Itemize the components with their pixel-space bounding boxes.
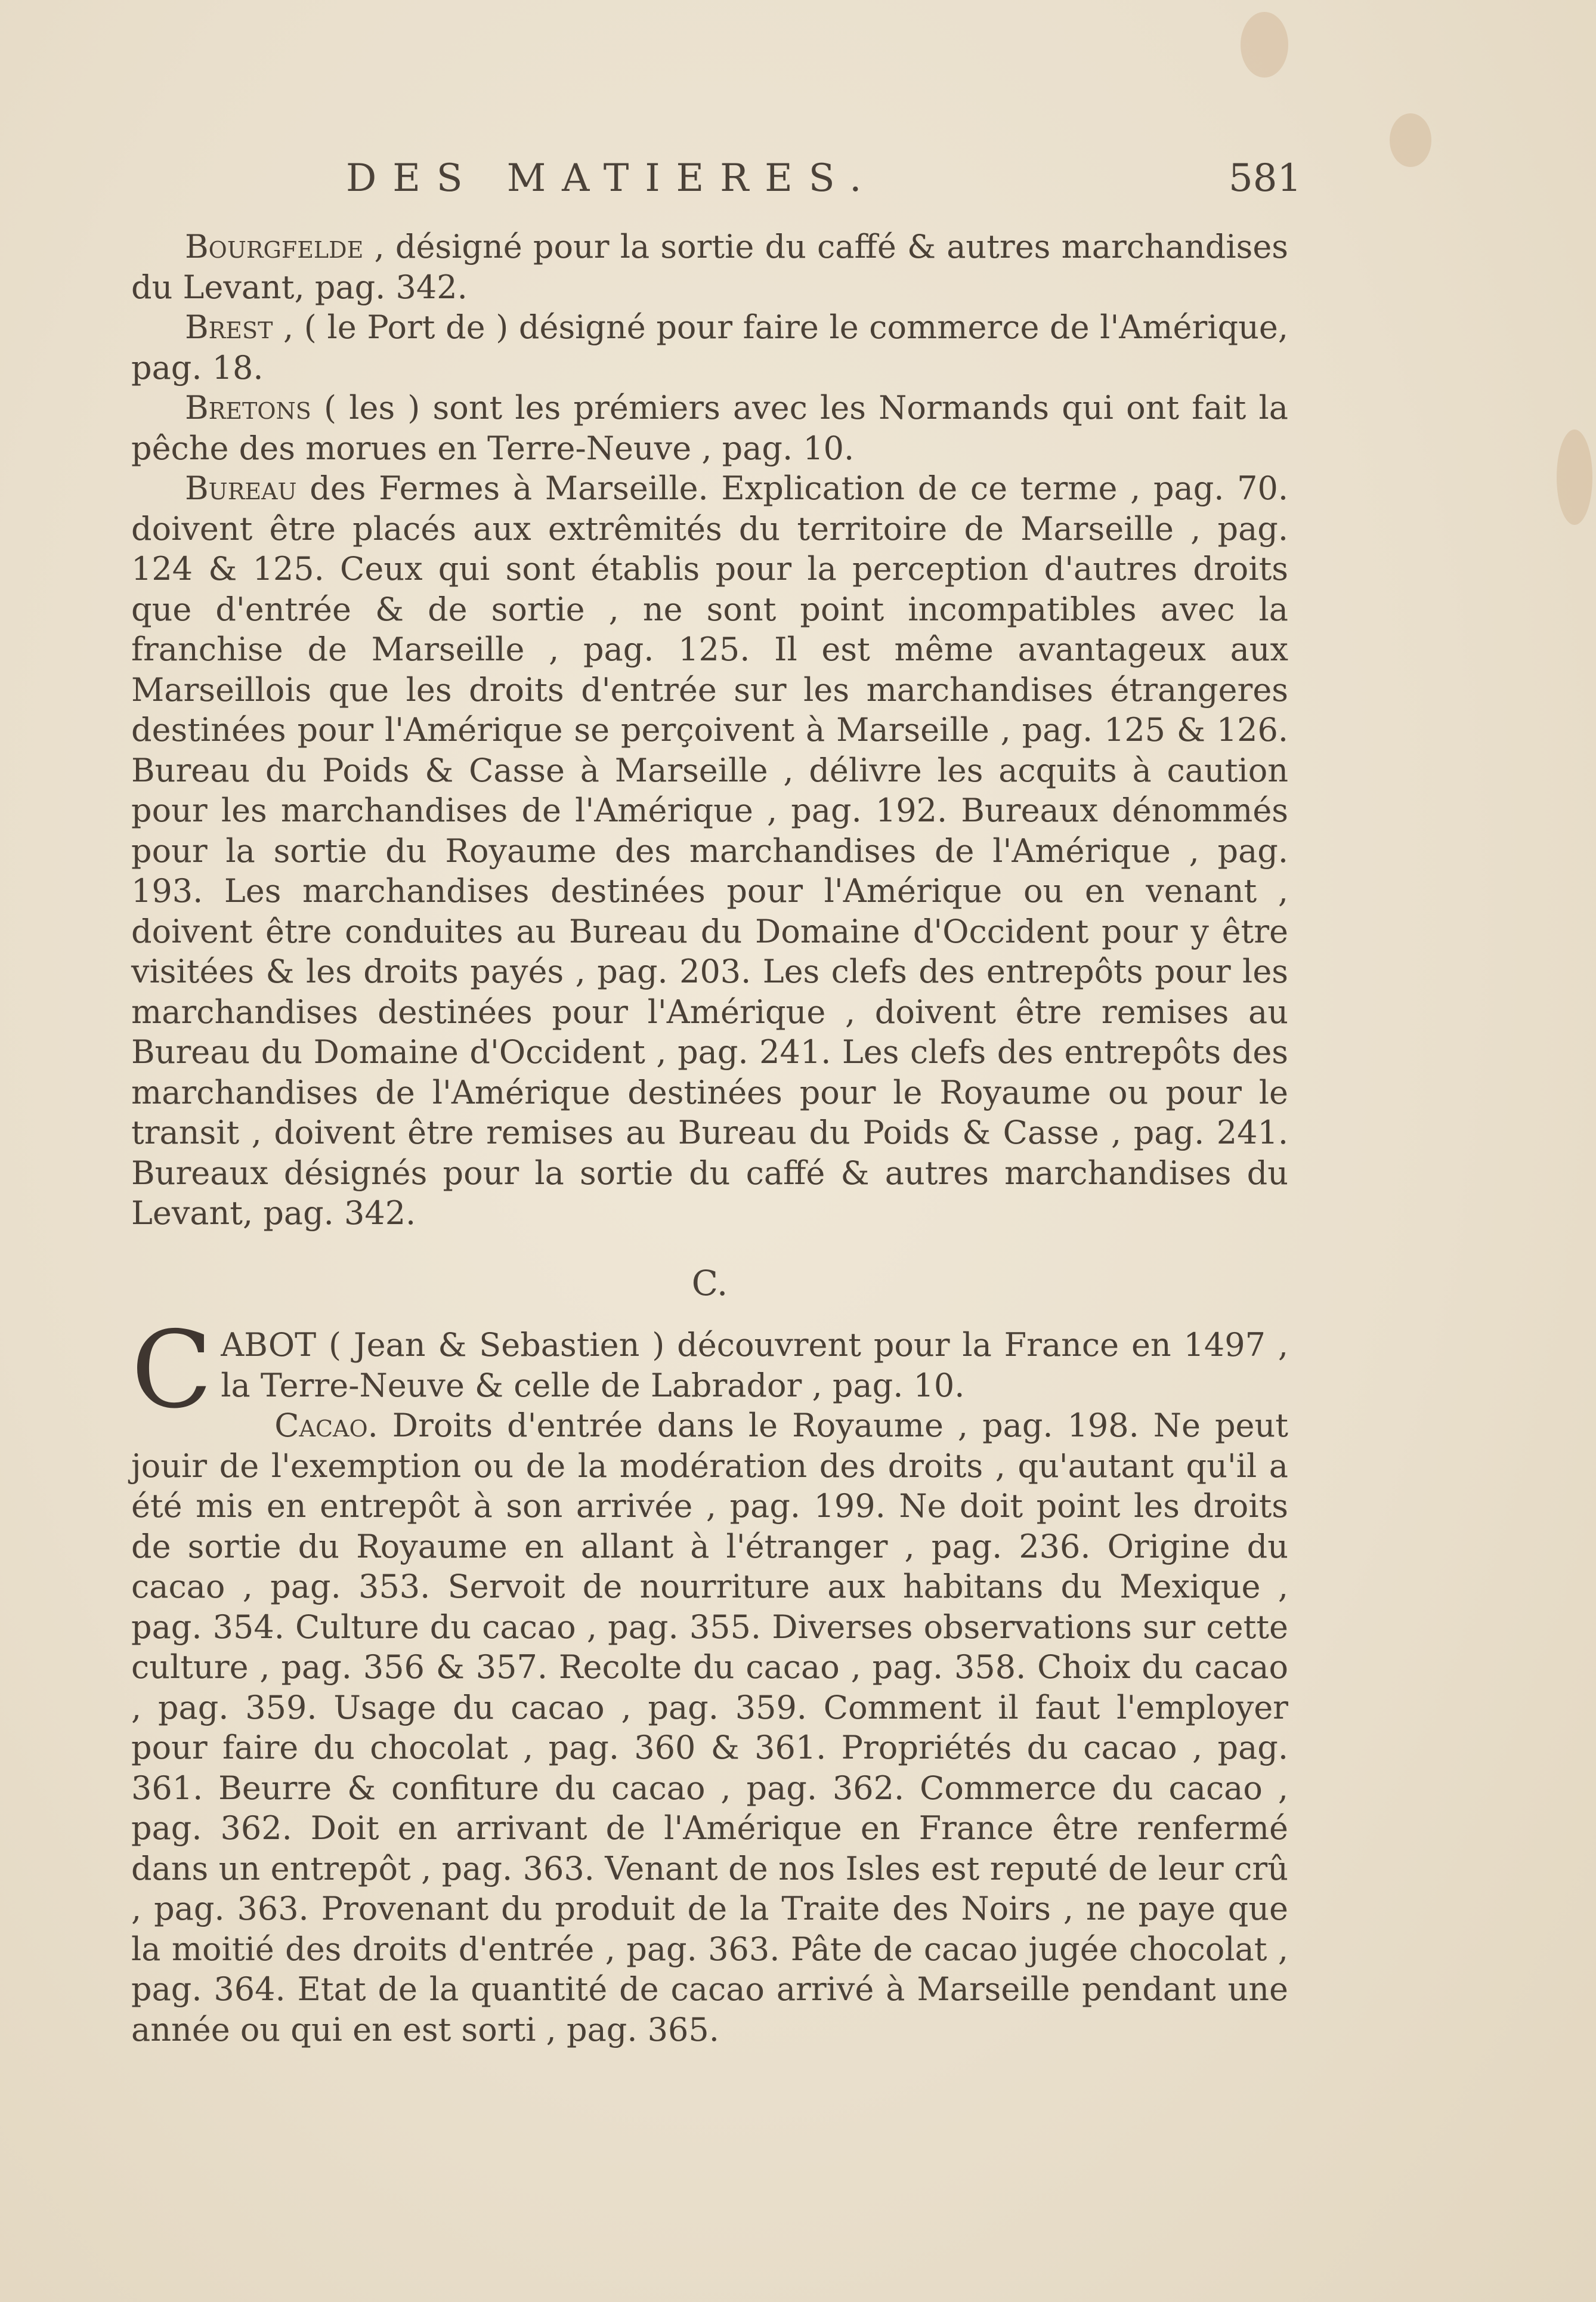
entry-headword: ABOT [221,1326,317,1364]
index-entry-brest [131,307,1288,388]
entry-headword: Bourgfelde [185,228,364,265]
running-head: DES MATIERES. [346,156,878,200]
index-entry-bourgfelde [131,227,1288,307]
drop-cap: C [131,1308,213,1432]
entry-text: ( Jean & Sebastien ) découvrent pour la France en 1497 , la Terre-Neuve & celle de Labrador , pag. 10. [221,1326,1288,1404]
entry-headword: Bureau [185,469,297,507]
index-entry-bureau [131,468,1288,1234]
entry-headword: Cacao [274,1407,368,1444]
entry-headword: Bretons [185,389,311,427]
foxing-stain [1557,429,1592,525]
entry-text: , désigné pour la sortie du caffé & autres marchandises du Levant, pag. 342. [131,228,1288,306]
entry-text: des Fermes à Marseille. Explication de ce terme , pag. 70. doivent être placés aux extrêmités du territoire de Marseille , pag. 124 & 125. Ceux qui sont établis pour la perception d'autres droits que d'entrée & de sortie , ne sont point incompatibles avec la franchise de Marseille , pag. 125. Il est même avantageux aux Marseillois que les droits d'entrée sur les marchandises étrangeres destinées pour l'Amérique se perçoivent à Marseille , pag. 125 & 126. Bureau du Poids & Casse à Marseille , délivre les acquits à caution pour les marchandises de l'Amérique , pag. 192. Bureaux dénommés pour la sortie du Royaume des marchandises de l'Amérique , pag. 193. Les marchandises destinées pour l'Amérique ou en venant , doivent être conduites au Bureau du Domaine d'Occident pour y être visitées & les droits payés , pag. 203. Les clefs des entrepôts pour les marchandises destinées pour l'Amérique , doivent être remises au Bureau du Domaine d'Occident , pag. 241. Les clefs des entrepôts des marchandises de l'Amérique destinées pour le Royaume ou pour le transit , doivent être remises au Bureau du Poids & Casse , pag. 241. Bureaux désignés pour la sortie du caffé & autres marchandises du Levant, pag. 342. [131,469,1288,1232]
index-text [131,227,1288,2050]
entry-text: . Droits d'entrée dans le Royaume , pag. 198. Ne peut jouir de l'exemption ou de la modération des droits , qu'autant qu'il a été mis en entrepôt à son arrivée , pag. 199. Ne doit point les droits de sortie du Royaume en allant à l'étranger , pag. 236. Origine du cacao , pag. 353. Servoit de nourriture aux habitans du Mexique , pag. 354. Culture du cacao , pag. 355. Diverses observations sur cette culture , pag. 356 & 357. Recolte du cacao , pag. 358. Choix du cacao , pag. 359. Usage du cacao , pag. 359. Comment il faut l'employer pour faire du chocolat , pag. 360 & 361. Propriétés du cacao , pag. 361. Beurre & confiture du cacao , pag. 362. Commerce du cacao , pag. 362. Doit en arrivant de l'Amérique en France être renfermé dans un entrepôt , pag. 363. Venant de nos Isles est reputé de leur crû , pag. 363. Provenant du produit de la Traite des Noirs , ne paye que la moitié des droits d'entrée , pag. 363. Pâte de cacao jugée chocolat , pag. 364. Etat de la quantité de cacao arrivé à Marseille pendant une année ou qui en est sorti , pag. 365. [131,1407,1288,2048]
foxing-stain [1241,12,1288,78]
index-entry-bretons [131,388,1288,468]
entry-text: , ( le Port de ) désigné pour faire le commerce de l'Amérique, pag. 18. [131,308,1288,387]
entry-text: ( les ) sont les prémiers avec les Normands qui ont fait la pêche des morues en Terre-Neuve , pag. 10. [131,389,1288,467]
index-entry-cacao [131,1405,1288,2050]
page-number: 581 [1229,156,1302,200]
entry-headword: Brest [185,308,273,346]
section-letter: C. [691,1262,728,1303]
page-header [346,156,1596,210]
